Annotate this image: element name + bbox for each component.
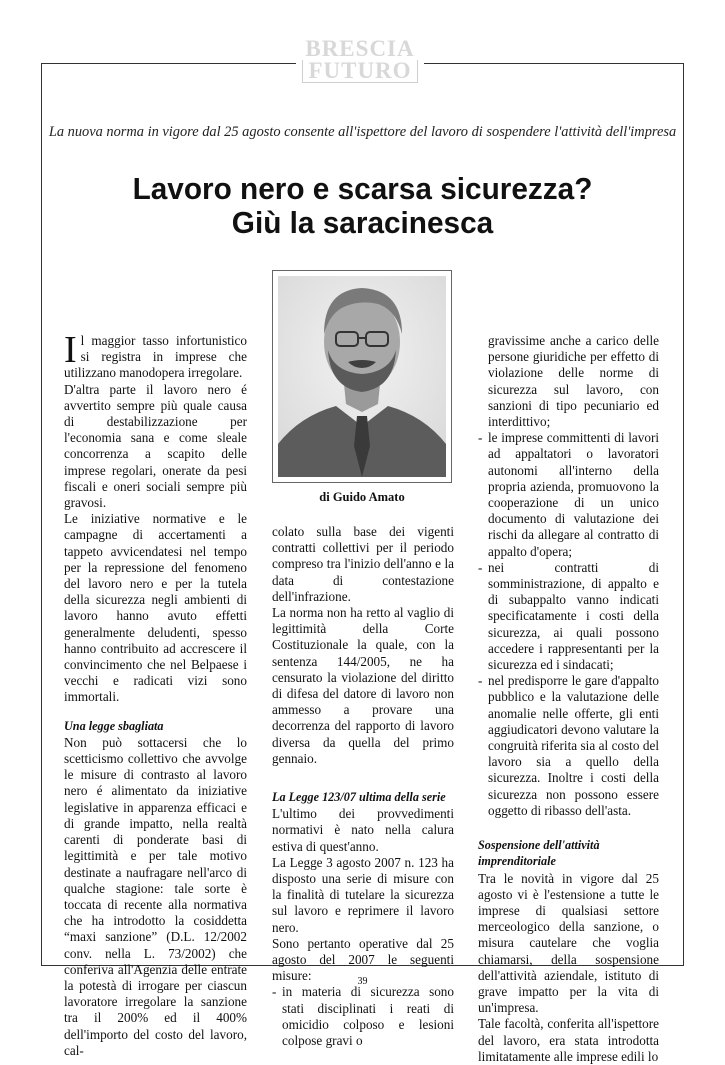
list-item: - nei contratti di somministrazione, di appalto e di subappalto vanno indicati specificatamente i costi della sicurezza, ai quali possono accedere i rappresentanti per la sicurezza ed i sindacati;: [478, 560, 659, 673]
list-item-continuation: gravissime anche a carico delle persone giuridiche per effetto di violazione delle norme di sicurezza sul lavoro, con sanzioni di tipo pecuniario ed interdittivo;: [488, 333, 659, 430]
paragraph: Tale facoltà, conferita all'ispettore del lavoro, era stata introdotta limitatamente alle imprese edili lo: [478, 1016, 659, 1064]
list-item: - le imprese committenti di lavori ad appaltatori o lavoratori autonomi all'interno della propria azienda, promuovono la cooperazione di un unico documento di valutazione dei rischi da allegare al contratto di appalto d'opera;: [478, 430, 659, 560]
author-photo: [272, 270, 452, 483]
article-column-1: [64, 329, 247, 1059]
portrait-image: [278, 276, 446, 477]
byline: di Guido Amato: [319, 490, 405, 504]
paragraph: La Legge 3 agosto 2007 n. 123 ha disposto una serie di misure con la finalità di tutelare la sicurezza sul lavoro e reprimere il lavoro nero.: [272, 854, 454, 935]
paragraph: L'ultimo dei provvedimenti normativi è nato nella calura estiva di quest'anno.: [272, 806, 454, 854]
masthead-logo: [296, 36, 424, 84]
paragraph: Non può sottacersi che lo scetticismo collettivo che avvolge le misure di contrasto al lavoro nero é alimentato da iniziative legislative in apparenza efficaci e di grande impatto, nella realtà carenti di ponderate basi di legittimità e per tale motivo destinate a naufragare nell'arco di qualche stagione: tale sorte è toccata di recente alla normativa che ha introdotto la cosiddetta “maxi sanzione” (D.L. 12/2002 conv. nella L. 73/2002) che conferiva all'Agenzia delle entrate la potestà di irrogare per ciascun lavoratore irregolare la sanzione tra il 200% ed il 400% dell'importo del costo del lavoro, cal-: [64, 734, 247, 1058]
kicker: La nuova norma in vigore dal 25 agosto consente all'ispettore del lavoro di sospendere l'attività dell'impresa: [48, 124, 677, 140]
masthead-line1: BRESCIA: [305, 36, 415, 61]
paragraph: Le iniziative normative e le campagne di accertamenti a tappeto avvicendatesi nel tempo per la repressione del fenomeno del lavoro nero e per la tutela della sicurezza negli ambienti di lavoro hanno avuto effetti generalmente deludenti, spesso hanno contribuito ad accrescere il convincimento che nel Belpaese i vecchi e radicati vizi sono immortali.: [64, 511, 247, 705]
paragraph: colato sulla base dei vigenti contratti collettivi per il periodo compreso tra l'inizio dell'anno e la data di contestazione dell'infrazione.: [272, 524, 454, 604]
measures-list-continued: [478, 430, 659, 819]
drop-cap: I: [64, 329, 77, 371]
headline: [54, 172, 671, 240]
section-subhead: La Legge 123/07 ultima della serie: [272, 790, 446, 805]
paragraph: La norma non ha retto al vaglio di legittimità della Corte Costituzionale la quale, con la sentenza 144/2005, ne ha censurato la violazione del diritto di difesa del datore di lavoro non ammesso a provare una decorrenza del rapporto di lavoro diversa da quella del primo gennaio.: [272, 605, 454, 766]
headline-line2: Giù la saracinesca: [231, 205, 494, 240]
section-subhead: Una legge sbagliata: [64, 718, 164, 733]
paragraph: Sono pertanto operative dal 25 agosto del 2007 le seguenti misure:: [272, 935, 454, 984]
measures-list: [272, 984, 454, 1049]
paragraph: [64, 329, 247, 382]
masthead-line2: FUTURO: [302, 60, 418, 83]
paragraph: D'altra parte il lavoro nero é avvertito sempre più quale causa di destabilizzazione per l'economia sana e come sleale concorrenza a scapito delle imprese regolari, onerate da pesi fiscali e oneri sociali sempre più gravosi.: [64, 381, 247, 511]
section-subhead: Sospensione dell'attività imprenditoriale: [478, 838, 600, 869]
article-column-3: [478, 333, 659, 1065]
list-item: - in materia di sicurezza sono stati disciplinati i reati di omicidio colposo e lesioni colpose gravi o: [272, 984, 454, 1049]
article-column-2: [272, 524, 454, 1049]
list-item: - nel predisporre le gare d'appalto pubblico e la valutazione delle anomalie nelle offerte, gli enti aggiudicatori devono valutare la congruità riferita sia al costo del lavoro sia a quello della sicurezza. Inoltre i costi della sicurezza non possono essere oggetto di ribasso dell'asta.: [478, 673, 659, 819]
headline-line1: Lavoro nero e scarsa sicurezza?: [132, 171, 593, 206]
page-number: 39: [357, 976, 368, 987]
paragraph: Tra le novità in vigore dal 25 agosto vi è l'estensione a tutte le imprese di qualsiasi settore merceologico della sanzione, o misura cautelare che voglia chiamarsi, della sospensione dell'attività aziendale, istituto di grave impatto per la vita di un'impresa.: [478, 870, 659, 1016]
paragraph-text: l maggior tasso infortunistico si registra in imprese che utilizzano manodopera irregolare.: [64, 333, 247, 381]
